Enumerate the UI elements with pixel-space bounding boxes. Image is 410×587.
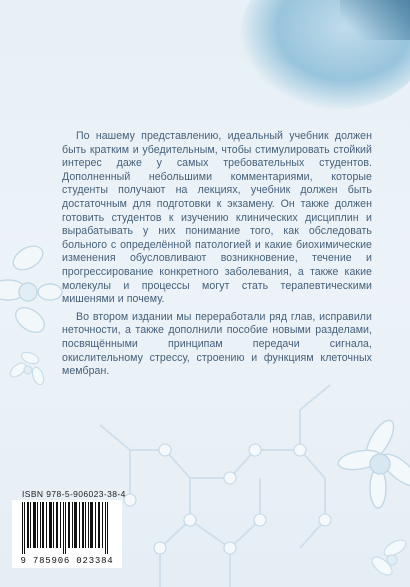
flower-icon [369, 537, 408, 579]
flower-icon [0, 241, 62, 337]
back-cover-text [62, 130, 372, 383]
flower-icon [8, 350, 46, 386]
flower-icon [337, 416, 410, 508]
paragraph-2: Во втором издании мы переработали ряд глав, исправили неточности, а также дополнили пособие новыми разделами, посвящёнными принципам передачи сигнала, окислительному стрессу, строению и функциям клеточных мембран. [62, 310, 372, 378]
molecule-structure [100, 385, 330, 587]
isbn-label: ISBN 978-5-906023-38-4 [22, 489, 126, 499]
barcode [12, 500, 122, 568]
barcode-bars [16, 500, 118, 556]
flower-icon [124, 444, 331, 554]
paragraph-1: По нашему представлению, идеальный учебник должен быть кратким и убедительным, чтобы стимулировать стойкий интерес даже у самых требовательных студентов. Дополненный небольшими комментариями, которые студенты получают на лекциях, учебник должен быть достаточным для подготовки к экзамену. Он также должен готовить студентов к изучению клинических дисциплин и вырабатывать у них понимание того, как обследовать больного с определённой патологией и какие биохимические изменения обусловливают возникновение, течение и прогрессирование конкретного заболевания, а также какие молекулы и процессы могут стать терапевтическими мишенями и почему. [62, 130, 372, 306]
barcode-digits: 9 785906 023384 [20, 556, 114, 566]
